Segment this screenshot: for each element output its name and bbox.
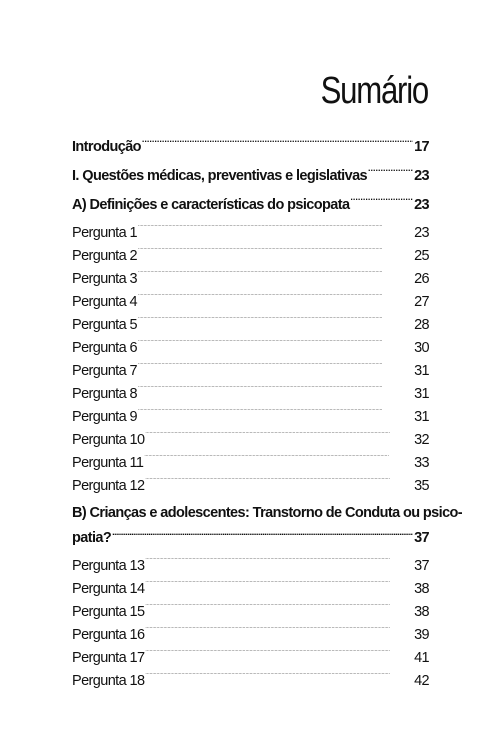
toc-entry-label: Pergunta 4 [72,294,137,310]
toc-entry-label: Pergunta 1 [72,225,137,241]
toc-entry-page: 31 [414,409,429,425]
toc-entry-page: 37 [414,558,429,574]
toc-entry-label: Pergunta 11 [72,455,144,471]
toc-entry-pergunta-7 [72,352,429,379]
toc-entry-page: 23 [414,197,429,213]
toc-entry-introducao [72,128,429,155]
dot-leader [138,260,413,283]
toc-entry-pergunta-2 [72,237,429,264]
toc-entry-label: Introdução [72,139,141,155]
toc-entry-label-line2: patia? [72,530,112,546]
dot-leader [145,593,413,616]
toc-entry-page: 39 [414,627,429,643]
toc-entry-page: 28 [414,317,429,333]
toc-entry-page: 23 [414,225,429,241]
toc-entry-pergunta-10 [72,421,429,448]
toc-entry-label: Pergunta 14 [72,581,145,597]
toc-entry-line2 [72,523,429,546]
toc-entry-pergunta-16 [72,616,429,643]
dot-leader [138,283,413,306]
toc-entry-label: Pergunta 6 [72,340,137,356]
toc-entry-pergunta-11 [72,444,429,471]
toc-entry-label: Pergunta 2 [72,248,137,264]
dot-leader [145,639,413,662]
dot-leader [145,547,413,570]
toc-entry-label: Pergunta 5 [72,317,137,333]
dot-leader [368,157,413,180]
toc-entry-label: Pergunta 8 [72,386,137,402]
toc-entry-pergunta-17 [72,639,429,666]
toc-entry-page: 42 [414,673,429,689]
dot-leader [145,662,413,685]
dot-leader [138,329,413,352]
toc-entry-pergunta-5 [72,306,429,333]
dot-leader [145,570,413,593]
toc-entry-pergunta-8 [72,375,429,402]
toc-entry-page: 17 [414,139,429,155]
toc-entry-label-line1: B) Crianças e adolescentes: Transtorno de Conduta ou psico- [72,505,463,521]
toc-entry-pergunta-1 [72,214,429,241]
toc-entry-pergunta-9 [72,398,429,425]
dot-leader [112,523,413,542]
toc-entry-label: Pergunta 9 [72,409,137,425]
toc-entry-page: 32 [414,432,429,448]
toc-entry-page: 23 [414,168,429,184]
toc-entry-pergunta-12 [72,467,429,494]
dot-leader [144,444,413,467]
dot-leader [138,214,413,237]
page-title: Sumário [320,70,428,112]
toc-entry-pergunta-14 [72,570,429,597]
toc-entry-page: 38 [414,604,429,620]
toc-entry-pergunta-6 [72,329,429,356]
toc-entry-page: 26 [414,271,429,287]
dot-leader [138,375,413,398]
toc-entry-label: Pergunta 16 [72,627,145,643]
dot-leader [138,398,413,421]
toc-entry-label: Pergunta 3 [72,271,137,287]
toc-entry-label: I. Questões médicas, preventivas e legislativas [72,168,367,184]
dot-leader [142,128,413,151]
toc-entry-page: 30 [414,340,429,356]
toc-entry-page: 35 [414,478,429,494]
toc-entry-label: Pergunta 15 [72,604,145,620]
toc-entry-page: 38 [414,581,429,597]
dot-leader [138,237,413,260]
toc-entry-section-a [72,186,429,213]
toc-entry-page: 37 [414,530,429,546]
toc-entry-pergunta-3 [72,260,429,287]
toc-entry-label: Pergunta 17 [72,650,145,666]
toc-entry-label: A) Definições e características do psicopata [72,197,350,213]
toc-entry-section-i [72,157,429,184]
dot-leader [138,306,413,329]
table-of-contents [72,128,463,689]
toc-entry-label: Pergunta 10 [72,432,145,448]
toc-entry-label: Pergunta 12 [72,478,145,494]
toc-entry-pergunta-13 [72,547,429,574]
toc-entry-label: Pergunta 18 [72,673,145,689]
toc-entry-page: 27 [414,294,429,310]
toc-entry-pergunta-4 [72,283,429,310]
toc-entry-pergunta-15 [72,593,429,620]
toc-entry-section-b [72,504,463,546]
dot-leader [350,186,413,209]
toc-entry-page: 41 [414,650,429,666]
toc-entry-label: Pergunta 13 [72,558,145,574]
toc-entry-page: 31 [414,386,429,402]
toc-entry-page: 25 [414,248,429,264]
dot-leader [145,467,413,490]
toc-entry-pergunta-18 [72,662,429,689]
toc-entry-label: Pergunta 7 [72,363,137,379]
dot-leader [138,352,413,375]
dot-leader [145,616,413,639]
toc-entry-page: 31 [414,363,429,379]
toc-entry-page: 33 [414,455,429,471]
dot-leader [145,421,413,444]
